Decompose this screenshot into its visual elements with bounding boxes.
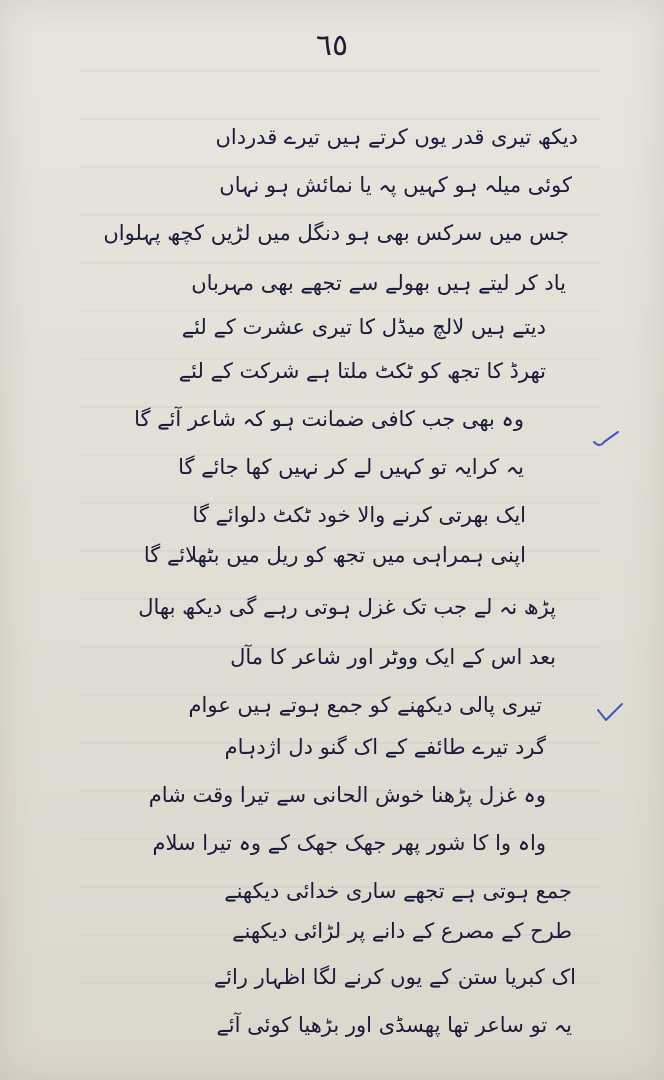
poem-line-19: اک کبریا ستن کے یوں کرنے لگا اظہار رائے bbox=[213, 965, 576, 989]
poem-line-15: وہ غزل پڑھنا خوش الحانی سے تیرا وقت شام bbox=[148, 783, 546, 807]
poem-line-4: یاد کر لیتے ہیں بھولے سے تجھے بھی مہرباں bbox=[191, 271, 566, 295]
poem-line-5: دیتے ہیں لالچ میڈل کا تیری عشرت کے لئے bbox=[181, 315, 546, 339]
poem-line-6: تھرڈ کا تجھ کو ٹکٹ ملتا ہے شرکت کے لئے bbox=[178, 359, 546, 383]
poem-line-8: یہ کرایہ تو کہیں لے کر نہیں کھا جائے گا bbox=[178, 455, 524, 479]
poem-line-7: وہ بھی جب کافی ضمانت ہو کہ شاعر آئے گا bbox=[134, 407, 524, 431]
poem-line-12: بعد اس کے ایک ووٹر اور شاعر کا مآل bbox=[230, 645, 556, 669]
poem-line-13: تیری پالی دیکھنے کو جمع ہوتے ہیں عوام bbox=[188, 693, 542, 717]
check-mark-icon bbox=[592, 428, 620, 448]
poem-line-1: دیکھ تیری قدر یوں کرتے ہیں تیرے قدرداں bbox=[215, 125, 578, 149]
poem-line-9: ایک بھرتی کرنے والا خود ٹکٹ دلوائے گا bbox=[192, 503, 526, 527]
poem-line-20: یہ تو ساعر تھا پھسڈی اور بڑھیا کوئی آئے bbox=[216, 1013, 572, 1037]
poem-line-3: جس میں سرکس بھی ہو دنگل میں لڑیں کچھ پہلواں bbox=[103, 221, 569, 245]
poem-line-11: پڑھ نہ لے جب تک غزل ہوتی رہے گی دیکھ بھال bbox=[138, 595, 556, 619]
poem-line-10: اپنی ہمراہی میں تجھ کو ریل میں بٹھلائے گا bbox=[143, 543, 526, 567]
poem-line-14: گرد تیرے طائفے کے اک گنو دل اژدہام bbox=[224, 735, 546, 759]
check-mark-icon bbox=[596, 702, 624, 722]
page-number: ٦٥ bbox=[315, 28, 349, 63]
poem-line-16: واہ وا کا شور پھر جھک جھک کے وہ تیرا سلام bbox=[152, 831, 546, 855]
poem-line-17: جمع ہوتی ہے تجھے ساری خدائی دیکھنے bbox=[224, 879, 572, 903]
poem-line-18: طرح کے مصرع کے دانے پر لڑائی دیکھنے bbox=[232, 919, 572, 943]
poem-line-2: کوئی میلہ ہو کہیں پہ یا نمائش ہو نہاں bbox=[219, 173, 572, 197]
